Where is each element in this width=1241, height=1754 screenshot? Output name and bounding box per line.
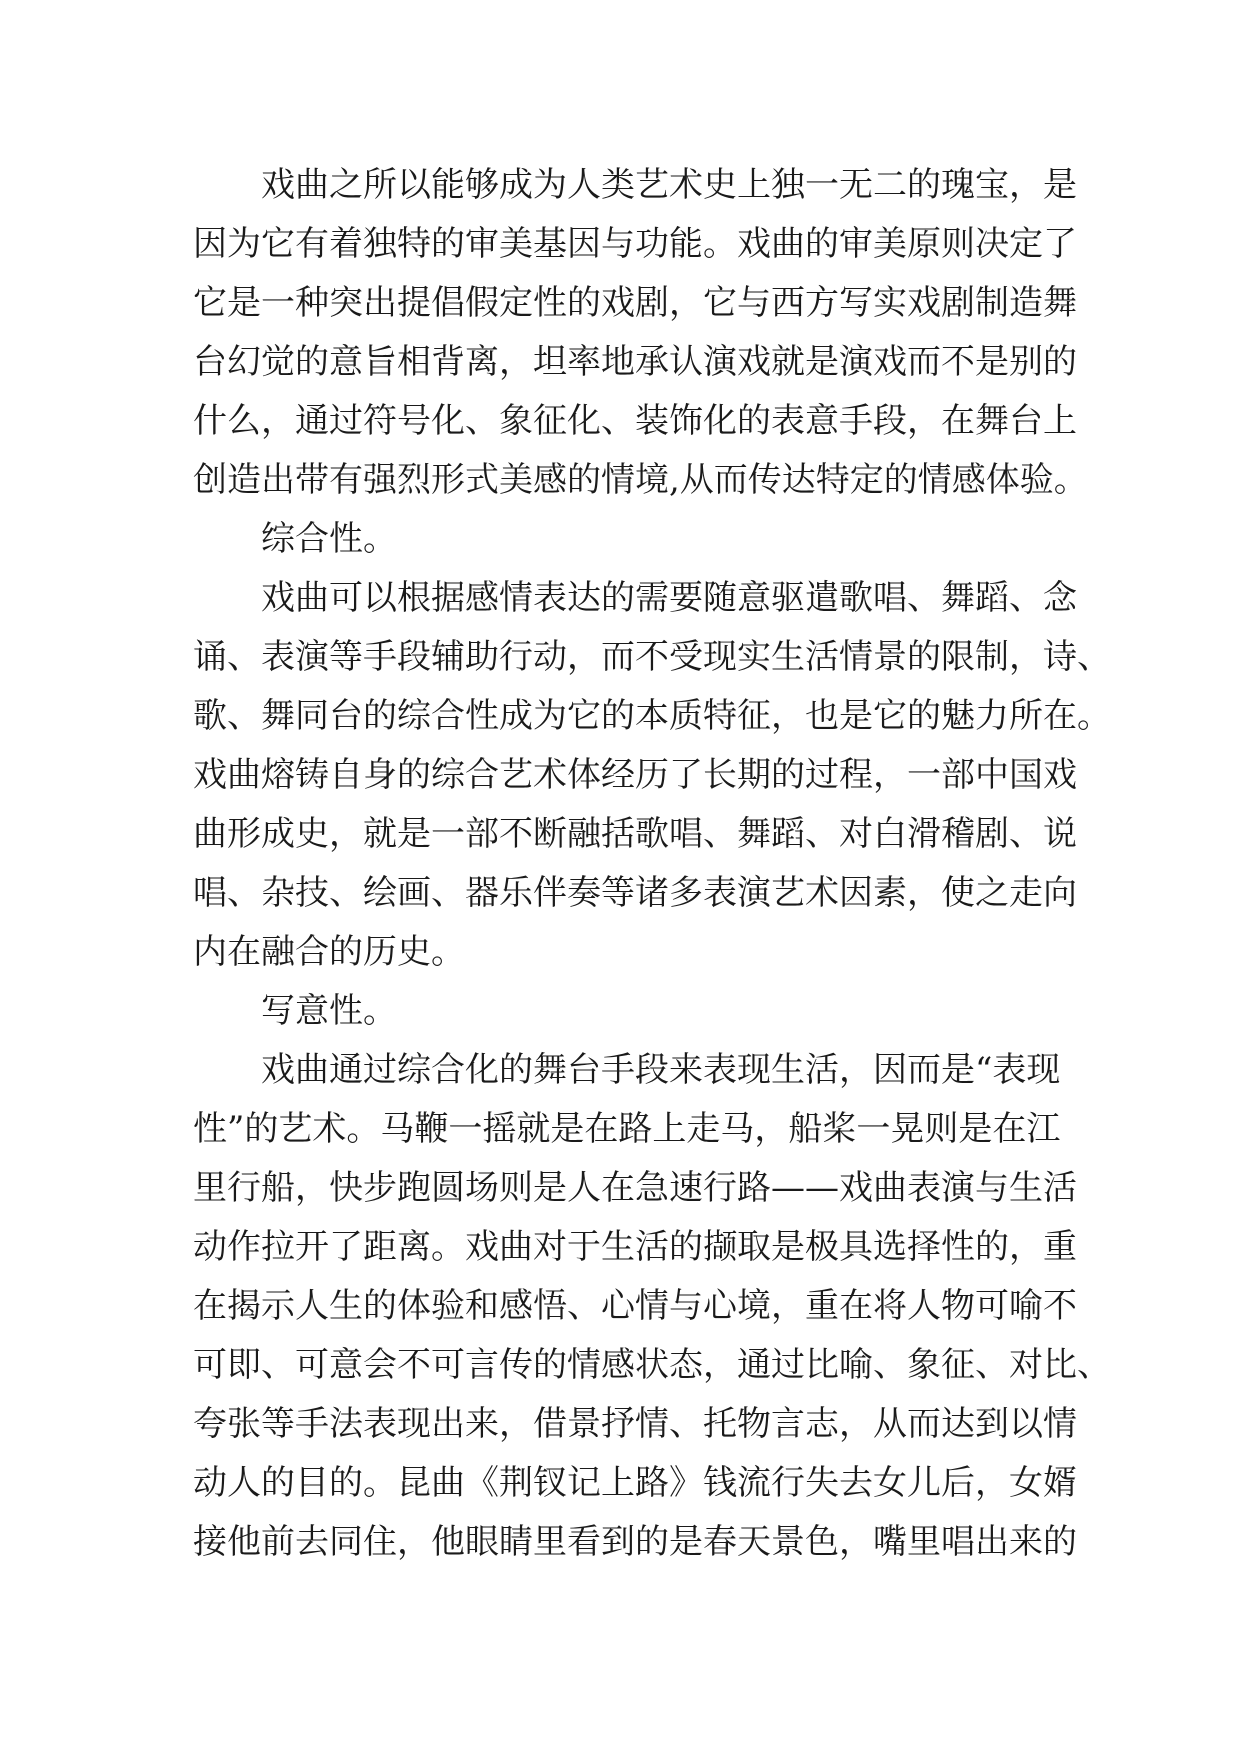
text-line: 它是一种突出提倡假定性的戏剧，它与西方写实戏剧制造舞 (193, 283, 1077, 323)
text-line: 在揭示人生的体验和感悟、心情与心境，重在将人物可喻不 (193, 1286, 1077, 1326)
document-body (193, 156, 1111, 1572)
text-line: 唱、杂技、绘画、器乐伴奏等诸多表演艺术因素，使之走向 (193, 873, 1077, 913)
heading-comprehensiveness (193, 510, 1053, 569)
text-line: 诵、表演等手段辅助行动，而不受现实生活情景的限制，诗、 (193, 637, 1111, 677)
text-line: 因为它有着独特的审美基因与功能。戏曲的审美原则决定了 (193, 224, 1077, 264)
text-line: 戏曲之所以能够成为人类艺术史上独一无二的瑰宝，是 (261, 165, 1077, 205)
text-line: 夸张等手法表现出来，借景抒情、托物言志，从而达到以情 (193, 1404, 1077, 1444)
text-line: 创造出带有强烈形式美感的情境,从而传达特定的情感体验。 (193, 460, 1088, 500)
text-line: 可即、可意会不可言传的情感状态，通过比喻、象征、对比、 (193, 1345, 1111, 1385)
text-line: 歌、舞同台的综合性成为它的本质特征，也是它的魅力所在。 (193, 696, 1111, 736)
text-line: 戏曲通过综合化的舞台手段来表现生活，因而是“表现 (261, 1050, 1061, 1090)
text-line: 内在融合的历史。 (193, 932, 465, 972)
text-line: 接他前去同住，他眼睛里看到的是春天景色，嘴里唱出来的 (193, 1522, 1077, 1562)
text-line: 性”的艺术。马鞭一摇就是在路上走马，船桨一晃则是在江 (193, 1109, 1061, 1149)
section-heading: 综合性。 (261, 519, 397, 559)
para-comprehensiveness (193, 569, 1111, 982)
text-line: 戏曲熔铸自身的综合艺术体经历了长期的过程，一部中国戏 (193, 755, 1077, 795)
heading-freehand (193, 982, 1053, 1041)
text-line: 曲形成史，就是一部不断融括歌唱、舞蹈、对白滑稽剧、说 (193, 814, 1077, 854)
para-intro (193, 156, 1088, 510)
text-line: 里行船，快步跑圆场则是人在急速行路——戏曲表演与生活 (193, 1168, 1077, 1208)
text-line: 动作拉开了距离。戏曲对于生活的撷取是极具选择性的，重 (193, 1227, 1077, 1267)
text-line: 戏曲可以根据感情表达的需要随意驱遣歌唱、舞蹈、念 (261, 578, 1077, 618)
section-heading: 写意性。 (261, 991, 397, 1031)
text-line: 台幻觉的意旨相背离，坦率地承认演戏就是演戏而不是别的 (193, 342, 1077, 382)
text-line: 什么，通过符号化、象征化、装饰化的表意手段，在舞台上 (193, 401, 1077, 441)
para-freehand (193, 1041, 1111, 1572)
text-line: 动人的目的。昆曲《荆钗记上路》钱流行失去女儿后，女婿 (193, 1463, 1077, 1503)
